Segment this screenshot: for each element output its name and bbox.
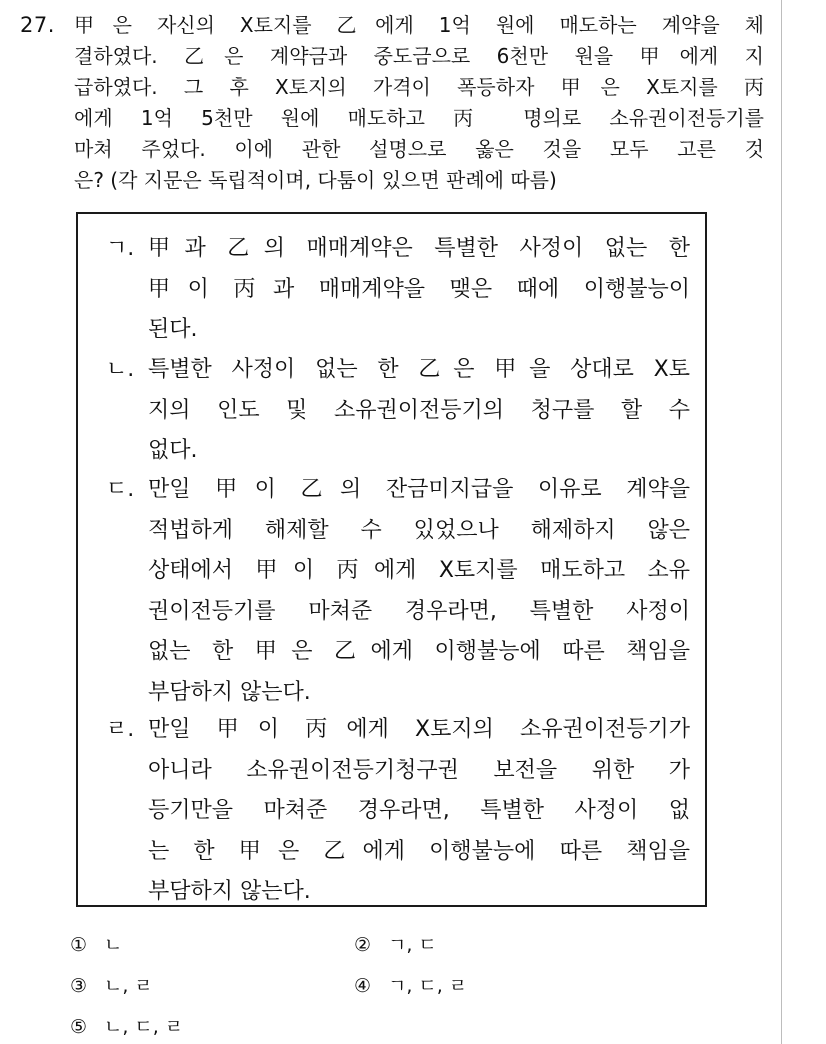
- question-stem-line: 에게 1억 5천만 원에 매도하고 丙 명의로 소유권이전등기를: [74, 106, 764, 130]
- question-stem-line: 급하였다. 그 후 X토지의 가격이 폭등하자 甲은 X토지를 丙: [74, 75, 764, 99]
- statement-line: 부담하지 않는다.: [148, 679, 311, 705]
- statement-line: 만일 甲이 乙의 잔금미지급을 이유로 계약을: [148, 477, 690, 502]
- statement-marker: ㄹ.: [106, 717, 135, 742]
- answer-choice-5[interactable]: [70, 1014, 183, 1040]
- statement-line: 지의 인도 및 소유권이전등기의 청구를 할 수: [148, 397, 690, 423]
- statement-line: 된다.: [148, 317, 198, 342]
- statement-line: 특별한 사정이 없는 한 乙은 甲을 상대로 X토: [148, 357, 690, 382]
- statement-box: [76, 212, 707, 907]
- choice-answer: ㄱ, ㄷ: [388, 934, 437, 956]
- choice-number: ②: [354, 934, 372, 956]
- statement-line: 만일 甲이 丙에게 X토지의 소유권이전등기가: [148, 717, 690, 742]
- choice-number: ⑤: [70, 1016, 88, 1038]
- question-stem-line: 은? (각 지문은 독립적이며, 다툼이 있으면 판례에 따름): [74, 168, 557, 192]
- answer-choice-1[interactable]: [70, 932, 122, 958]
- statement-line: 권이전등기를 마쳐준 경우라면, 특별한 사정이: [148, 598, 690, 624]
- choice-answer: ㄴ, ㄹ: [104, 975, 153, 997]
- choice-number: ①: [70, 934, 88, 956]
- choice-answer: ㄴ, ㄷ, ㄹ: [104, 1016, 184, 1038]
- choice-answer: ㄱ, ㄷ, ㄹ: [388, 975, 468, 997]
- answer-choice-3[interactable]: [70, 973, 153, 999]
- question-stem: [74, 10, 764, 196]
- choice-answer: ㄴ: [104, 934, 123, 956]
- statement-line: 상태에서 甲이 丙에게 X토지를 매도하고 소유: [148, 558, 690, 583]
- statement-line: 아니라 소유권이전등기청구권 보전을 위한 가: [148, 757, 690, 783]
- statement-line: 甲과 乙의 매매계약은 특별한 사정이 없는 한: [148, 236, 690, 261]
- statement-marker: ㄴ.: [106, 357, 135, 382]
- page-divider-line: [781, 0, 782, 1044]
- question-stem-line: 결하였다. 乙은 계약금과 중도금으로 6천만 원을 甲에게 지: [74, 44, 764, 68]
- statement-body: [148, 470, 690, 713]
- statement-marker: ㄱ.: [106, 236, 135, 261]
- statement-line: 적법하게 해제할 수 있었으나 해제하지 않은: [148, 517, 690, 543]
- question-number: 27.: [20, 13, 55, 37]
- statement-body: [148, 229, 690, 351]
- choice-number: ④: [354, 975, 372, 997]
- answer-choice-2[interactable]: [354, 932, 437, 958]
- answer-choice-4[interactable]: [354, 973, 467, 999]
- statement-line: 없는 한 甲은 乙에게 이행불능에 따른 책임을: [148, 639, 690, 664]
- statement-line: 부담하지 않는다.: [148, 879, 311, 904]
- statement-body: [148, 710, 690, 913]
- statement-line: 甲이 丙과 매매계약을 맺은 때에 이행불능이: [148, 276, 690, 302]
- statement-line: 없다.: [148, 438, 198, 463]
- question-stem-line: 甲은 자신의 X토지를 乙에게 1억 원에 매도하는 계약을 체: [74, 13, 764, 37]
- statement-line: 등기만을 마쳐준 경우라면, 특별한 사정이 없: [148, 798, 690, 823]
- statement-body: [148, 350, 690, 472]
- question-stem-line: 마쳐 주었다. 이에 관한 설명으로 옳은 것을 모두 고른 것: [74, 137, 764, 161]
- statement-marker: ㄷ.: [106, 477, 135, 502]
- statement-line: 는 한 甲은 乙에게 이행불능에 따른 책임을: [148, 838, 690, 864]
- choice-number: ③: [70, 975, 88, 997]
